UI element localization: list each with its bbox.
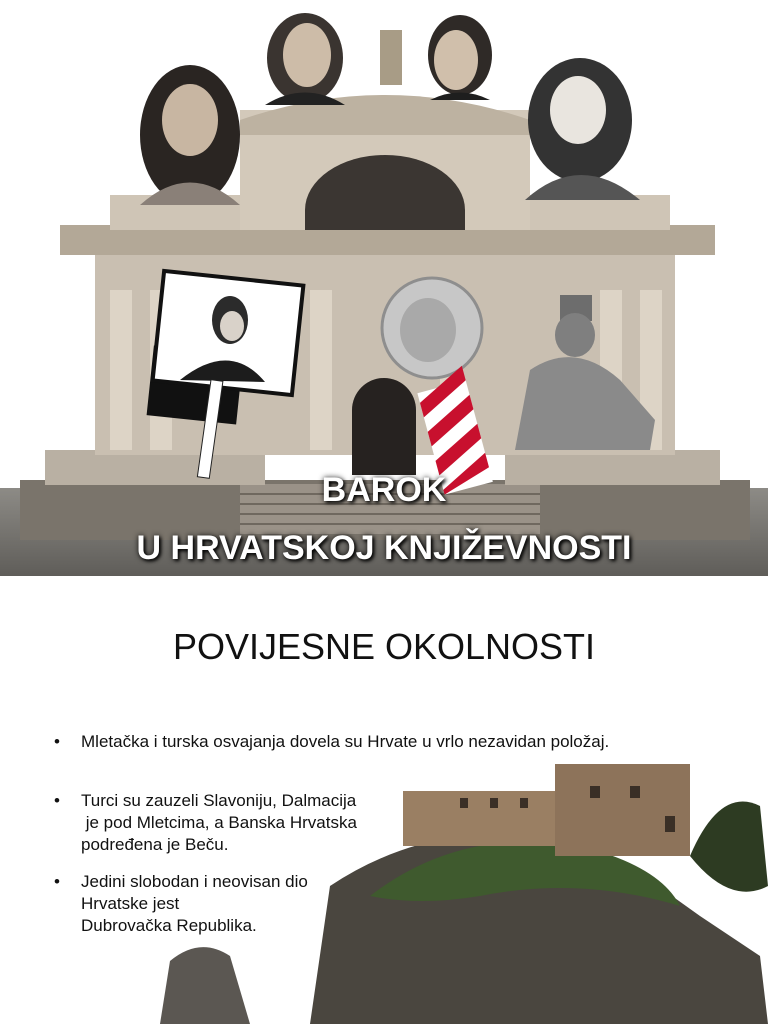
bullet-dot: • [54,791,60,810]
church-door [352,378,416,475]
bullet-line: Turci su zauzeli Slavoniju, Dalmacija [81,791,357,810]
silver-medal [382,278,482,378]
fortress-tower [555,764,690,856]
slide-title-line1: BAROK [321,471,447,509]
small-rock [160,947,250,1024]
portrait-top-right [428,15,492,100]
fortress-wall [403,791,573,846]
portrait-left [140,65,240,205]
portrait-right-engraving [525,58,640,200]
bullet-line: Dubrovačka Republika. [81,916,257,935]
trees [690,802,768,892]
slide-heading: POVIJESNE OKOLNOSTI [172,626,596,667]
bullet-line: podređena je Beču. [81,835,229,854]
portrait-top-left [265,13,345,105]
bullet-line: je pod Mletcima, a Banska Hrvatska [81,813,357,832]
history-slide [0,576,768,1024]
bullet-dot: • [54,732,60,751]
bullet-line: Mletačka i turska osvajanja dovela su Hrvate u vrlo nezavidan položaj. [81,732,610,751]
bullet-line: Hrvatske jest [81,894,180,913]
rooftop-statue [380,30,402,85]
bullet-dot: • [54,872,60,891]
bullet-line: Jedini slobodan i neovisan dio [81,872,308,891]
slide-title-line2: U HRVATSKOJ KNJIŽEVNOSTI [136,529,632,567]
